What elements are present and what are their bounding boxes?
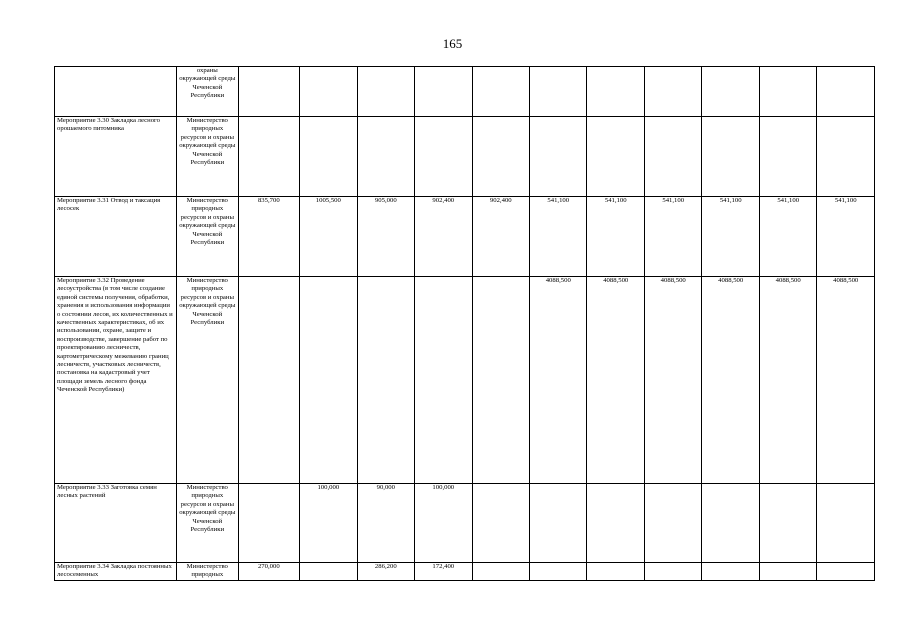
value-cell [300, 67, 357, 117]
value-cell [644, 117, 701, 197]
value-cell: 902,400 [415, 197, 472, 277]
value-cell: 541,100 [759, 197, 816, 277]
value-cell [759, 563, 816, 581]
value-cell [587, 484, 644, 563]
value-cell: 541,100 [587, 197, 644, 277]
value-cell: 902,400 [472, 197, 529, 277]
value-cell [817, 67, 875, 117]
table-row [55, 277, 875, 484]
value-cell [759, 117, 816, 197]
table-row [55, 117, 875, 197]
value-cell: 90,000 [357, 484, 414, 563]
value-cell [472, 484, 529, 563]
value-cell [530, 484, 587, 563]
value-cell [357, 277, 414, 484]
value-cell [759, 67, 816, 117]
value-cell [300, 117, 357, 197]
value-cell [702, 484, 759, 563]
value-cell [702, 67, 759, 117]
table-row [55, 197, 875, 277]
executor-cell: Министерство природных ресурсов и охраны окружающей среды Чеченской Республики [177, 197, 239, 277]
value-cell: 100,000 [415, 484, 472, 563]
value-cell: 100,000 [300, 484, 357, 563]
value-cell [644, 563, 701, 581]
measure-name-cell: Мероприятие 3.34 Закладка постоянных лесосеменных [55, 563, 177, 581]
value-cell: 541,100 [702, 197, 759, 277]
value-cell: 4088,500 [530, 277, 587, 484]
value-cell: 4088,500 [702, 277, 759, 484]
value-cell [357, 67, 414, 117]
measure-name-cell: Мероприятие 3.30 Закладка лесного орошаемого питомника [55, 117, 177, 197]
executor-cell: Министерство природных ресурсов и охраны окружающей среды Чеченской Республики [177, 277, 239, 484]
value-cell: 4088,500 [817, 277, 875, 484]
value-cell [817, 484, 875, 563]
value-cell [644, 484, 701, 563]
value-cell [415, 117, 472, 197]
value-cell [238, 277, 300, 484]
value-cell [472, 277, 529, 484]
value-cell: 172,400 [415, 563, 472, 581]
value-cell [759, 484, 816, 563]
measure-name-cell [55, 67, 177, 117]
value-cell [587, 67, 644, 117]
value-cell: 4088,500 [759, 277, 816, 484]
budget-table [54, 66, 875, 581]
value-cell [702, 117, 759, 197]
value-cell [530, 117, 587, 197]
value-cell [702, 563, 759, 581]
value-cell: 286,200 [357, 563, 414, 581]
value-cell [817, 563, 875, 581]
executor-cell: Министерство природных ресурсов и охраны окружающей среды Чеченской Республики [177, 484, 239, 563]
value-cell: 270,000 [238, 563, 300, 581]
value-cell [238, 484, 300, 563]
measure-name-cell: Мероприятие 3.31 Отвод и таксация лесосек [55, 197, 177, 277]
value-cell [357, 117, 414, 197]
value-cell: 835,700 [238, 197, 300, 277]
value-cell: 541,100 [817, 197, 875, 277]
table-body [55, 67, 875, 581]
value-cell [300, 277, 357, 484]
value-cell [817, 117, 875, 197]
value-cell: 541,100 [644, 197, 701, 277]
page-number: 165 [442, 36, 463, 51]
value-cell [587, 563, 644, 581]
value-cell: 4088,500 [644, 277, 701, 484]
table-row [55, 563, 875, 581]
measure-name-cell: Мероприятие 3.33 Заготовка семян лесных растений [55, 484, 177, 563]
value-cell [530, 563, 587, 581]
value-cell [472, 67, 529, 117]
measure-name-cell: Мероприятие 3.32 Проведение лесоустройства (в том числе создание единой системы получения, обработки, хранения и использования информации о состоянии лесов, их количественных и качественных характеристиках, об их использовании, охране, защите и воспроизводстве, завершение работ по проектированию лесничеств, картометрическому межеванию границ лесничеств, участковых лесничеств, постановка на кадастровый учет площади земель лесного фонда Чеченской Республики) [55, 277, 177, 484]
value-cell [530, 67, 587, 117]
table-row [55, 67, 875, 117]
value-cell [415, 67, 472, 117]
value-cell [587, 117, 644, 197]
value-cell [238, 117, 300, 197]
value-cell: 4088,500 [587, 277, 644, 484]
value-cell: 541,100 [530, 197, 587, 277]
value-cell [300, 563, 357, 581]
value-cell [238, 67, 300, 117]
executor-cell: охраны окружающей среды Чеченской Республики [177, 67, 239, 117]
value-cell [472, 563, 529, 581]
executor-cell: Министерство природных [177, 563, 239, 581]
value-cell: 905,000 [357, 197, 414, 277]
executor-cell: Министерство природных ресурсов и охраны окружающей среды Чеченской Республики [177, 117, 239, 197]
value-cell: 1005,500 [300, 197, 357, 277]
table-row [55, 484, 875, 563]
value-cell [415, 277, 472, 484]
value-cell [644, 67, 701, 117]
value-cell [472, 117, 529, 197]
